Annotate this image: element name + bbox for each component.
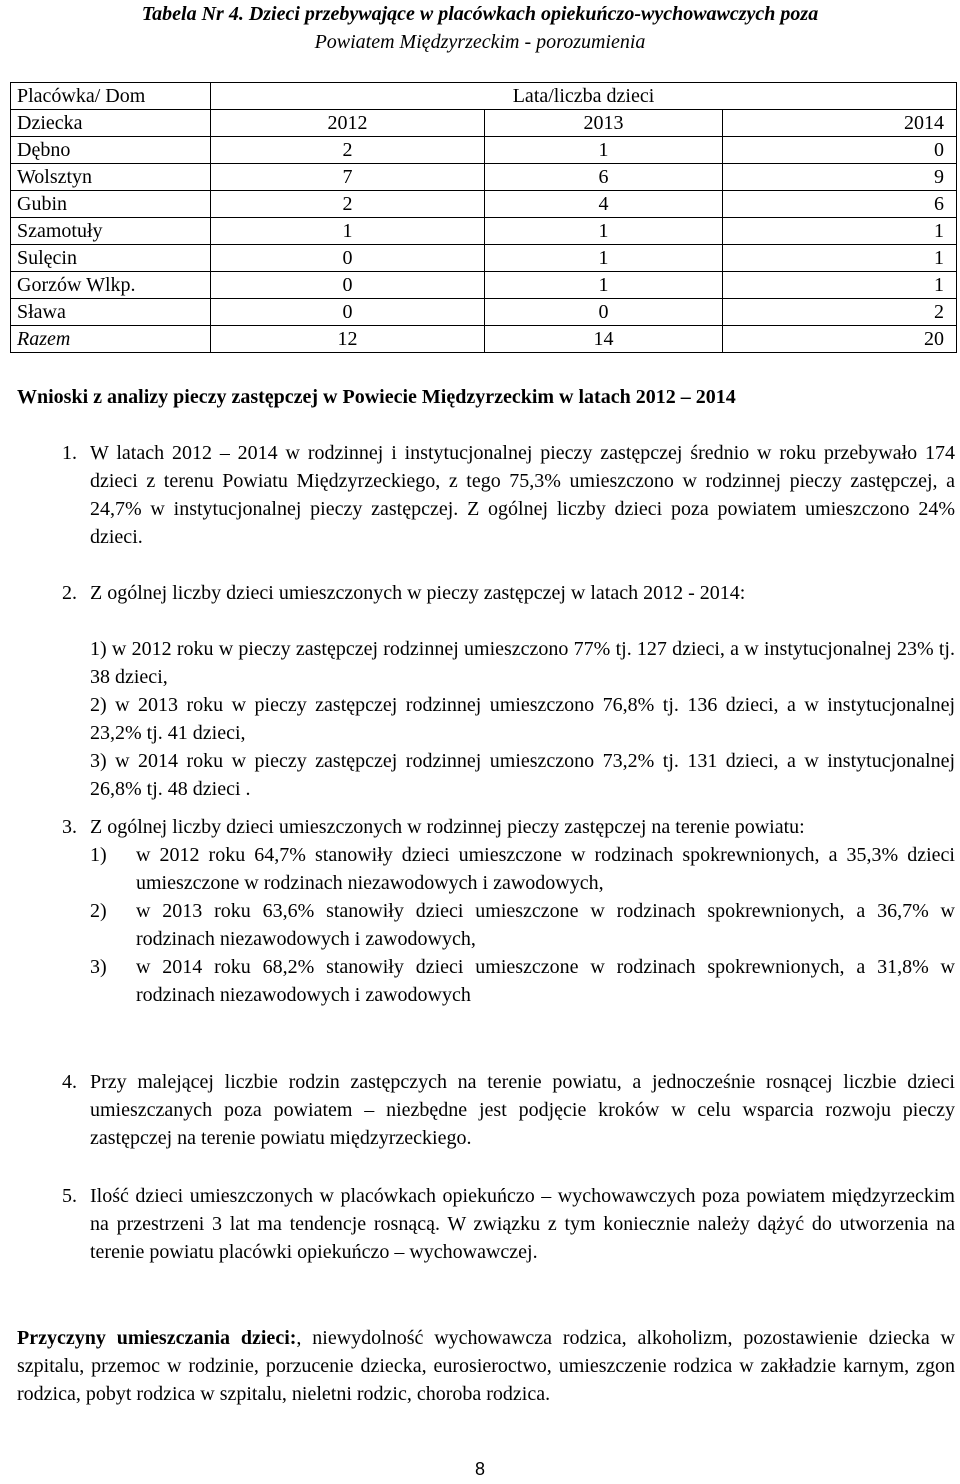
table-title-line2: Powiatem Międzyrzeckim - porozumienia [314,31,646,53]
placements-table [10,82,957,353]
list-item [17,635,955,691]
table-row [11,272,957,299]
cell-2012: 0 [211,245,485,272]
total-2012: 12 [211,326,485,353]
cell-2012: 2 [211,191,485,218]
page-number: 8 [474,1459,485,1479]
cell-2013: 1 [485,272,723,299]
sub-item-text: w 2013 roku 63,6% stanowiły dzieci umieszczone w rodzinach spokrewnionych, a 36,7% w rodzinach niezawodowych i zawodowych, [136,900,955,950]
sub-item-number: 3) [90,956,107,978]
table-title-line1: Tabela Nr 4. Dzieci przebywające w placówkach opiekuńczo-wychowawczych poza [141,3,819,25]
row-name: Sława [11,299,211,326]
header-year-2013: 2013 [485,110,723,137]
table-header-row [11,83,957,110]
sub-item-text: w 2012 roku 64,7% stanowiły dzieci umieszczone w rodzinach spokrewnionych, a 35,3% dzieci umieszczone w rodzinach niezawodowych i zawodowych, [136,844,955,894]
causes-text: , niewydolność wychowawcza rodzica, alkoholizm, pozostawienie dziecka w szpitalu, przemoc w rodzinie, porzucenie dziecka, eurosieroctwo, umieszczenie rodzica w zakładzie karnym, zgon rodzica, pobyt rodzica w szpitalu, nieletni rodzic, choroba rodzica. [17,1327,955,1405]
cell-2012: 1 [211,218,485,245]
table-year-row [11,110,957,137]
conclusion-4 [17,1068,955,1152]
item-text: Z ogólnej liczby dzieci umieszczonych w pieczy zastępczej w latach 2012 - 2014: [90,582,746,604]
item-text: Z ogólnej liczby dzieci umieszczonych w rodzinnej pieczy zastępczej na terenie powiatu: [90,816,805,838]
list-item [17,841,955,897]
cell-2013: 1 [485,218,723,245]
total-label: Razem [11,326,211,353]
item-number: 1. [62,442,77,464]
placement-causes [17,1324,955,1408]
table-title [0,0,960,56]
row-name: Wolsztyn [11,164,211,191]
table-row [11,164,957,191]
conclusion-2 [17,579,955,803]
row-name: Gorzów Wlkp. [11,272,211,299]
list-item [17,747,955,803]
sub-item-text: 3) w 2014 roku w pieczy zastępczej rodzinnej umieszczono 73,2% tj. 131 dzieci, a w instytucjonalnej 26,8% tj. 48 dzieci . [90,750,955,800]
item-number: 4. [62,1071,77,1093]
header-facility: Placówka/ Dom [11,83,211,110]
row-name: Szamotuły [11,218,211,245]
table-total-row [11,326,957,353]
sub-item-text: 2) w 2013 roku w pieczy zastępczej rodzinnej umieszczono 76,8% tj. 136 dzieci, a w instytucjonalnej 23,2% tj. 41 dzieci, [90,694,955,744]
sub-item-text: w 2014 roku 68,2% stanowiły dzieci umieszczone w rodzinach spokrewnionych, a 31,8% w rodzinach niezawodowych i zawodowych [136,956,955,1006]
sub-item-text: 1) w 2012 roku w pieczy zastępczej rodzinnej umieszczono 77% tj. 127 dzieci, a w instytucjonalnej 23% tj. 38 dzieci, [90,638,955,688]
item-text: Przy malejącej liczbie rodzin zastępczych na terenie powiatu, a jednocześnie rosnącej liczbie dzieci umieszczanych poza powiatem – niezbędne jest podjęcie kroków w celu wsparcia rozwoju pieczy zastępczej na terenie powiatu międzyrzeckiego. [90,1071,955,1149]
list-item [17,691,955,747]
cell-2012: 7 [211,164,485,191]
sub-item-number: 1) [90,844,107,866]
header-years-span: Lata/liczba dzieci [211,83,957,110]
cell-2014: 1 [723,218,957,245]
cell-2012: 0 [211,299,485,326]
list-item [17,953,955,1009]
table-row [11,191,957,218]
cell-2013: 4 [485,191,723,218]
row-name: Dębno [11,137,211,164]
table-row [11,137,957,164]
total-2013: 14 [485,326,723,353]
cell-2014: 1 [723,245,957,272]
sub-item-number: 2) [90,900,107,922]
cell-2014: 2 [723,299,957,326]
header-facility-cont: Dziecka [11,110,211,137]
cell-2013: 1 [485,245,723,272]
item-text: W latach 2012 – 2014 w rodzinnej i instytucjonalnej pieczy zastępczej średnio w roku przebywało 174 dzieci z terenu Powiatu Międzyrzeckiego, z tego 75,3% umieszczono w rodzinnej pieczy zastępczej, a 24,7% w instytucjonalnej pieczy zastępczej. Z ogólnej liczby dzieci poza powiatem umieszczono 24% dzieci. [90,442,955,548]
header-year-2014: 2014 [723,110,957,137]
table-row [11,299,957,326]
table-row [11,245,957,272]
item-number: 5. [62,1185,77,1207]
total-2014: 20 [723,326,957,353]
list-item [17,897,955,953]
item-number: 3. [62,816,77,838]
cell-2013: 6 [485,164,723,191]
cell-2014: 6 [723,191,957,218]
cell-2013: 0 [485,299,723,326]
row-name: Gubin [11,191,211,218]
cell-2012: 2 [211,137,485,164]
table-row [11,218,957,245]
cell-2012: 0 [211,272,485,299]
conclusion-5 [17,1182,955,1266]
header-year-2012: 2012 [211,110,485,137]
cell-2014: 1 [723,272,957,299]
cell-2014: 0 [723,137,957,164]
item-number: 2. [62,582,77,604]
conclusion-1 [17,439,955,551]
conclusions-heading: Wnioski z analizy pieczy zastępczej w Powiecie Międzyrzeckim w latach 2012 – 2014 [17,386,736,408]
causes-lead: Przyczyny umieszczania dzieci: [17,1327,297,1349]
cell-2013: 1 [485,137,723,164]
cell-2014: 9 [723,164,957,191]
row-name: Sulęcin [11,245,211,272]
conclusion-3 [17,813,955,1009]
item-text: Ilość dzieci umieszczonych w placówkach opiekuńczo – wychowawczych poza powiatem międzyrzeckim na przestrzeni 3 lat ma tendencje rosnącą. W związku z tym koniecznie należy dążyć do utworzenia na terenie powiatu placówki opiekuńczo – wychowawczej. [90,1185,955,1263]
